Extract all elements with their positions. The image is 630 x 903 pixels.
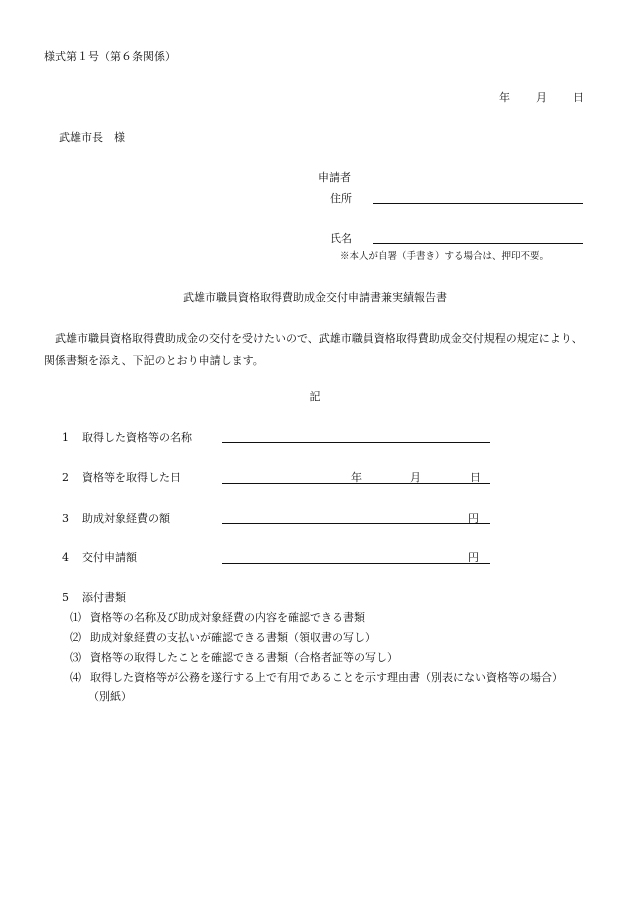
item-1-label: 取得した資格等の名称: [82, 431, 192, 444]
attachment-text: 助成対象経費の支払いが確認できる書類（領収書の写し）: [90, 631, 376, 644]
item-2-label: 資格等を取得した日: [82, 471, 181, 484]
date-month: 月: [536, 91, 547, 104]
qualification-name-field-line[interactable]: [222, 442, 490, 443]
item-2-month: 月: [410, 471, 421, 484]
document-title: 武雄市職員資格取得費助成金交付申請書兼実績報告書: [183, 291, 447, 304]
attachment-item: [70, 611, 365, 624]
attachment-item: [70, 651, 398, 664]
item-4-unit: 円: [468, 551, 479, 564]
item-3-number: 3: [62, 512, 69, 525]
signature-note: ※本人が自署（手書き）する場合は、押印不要。: [340, 251, 550, 262]
attachment-item: [70, 671, 563, 684]
attachment-continuation: （別紙）: [88, 690, 132, 703]
date-day: 日: [573, 91, 584, 104]
date-year: 年: [499, 91, 510, 104]
ki-heading: 記: [309, 390, 321, 403]
item-5-number: 5: [62, 591, 69, 604]
attachment-text: 資格等の取得したことを確認できる書類（合格者証等の写し）: [90, 651, 398, 664]
item-2-day: 日: [470, 471, 481, 484]
applicant-label: 申請者: [318, 171, 351, 184]
item-1-number: 1: [62, 431, 69, 444]
attachment-number: ⑷: [70, 671, 81, 684]
attachment-text: 取得した資格等が公務を遂行する上で有用であることを示す理由書（別表にない資格等の場合）: [90, 671, 563, 684]
name-label: 氏名: [330, 232, 352, 245]
item-2-year: 年: [351, 471, 362, 484]
attachment-number: ⑶: [70, 651, 81, 664]
item-3-label: 助成対象経費の額: [82, 512, 170, 525]
item-3-unit: 円: [468, 512, 479, 525]
item-4-number: 4: [62, 551, 69, 564]
attachment-text: 資格等の名称及び助成対象経費の内容を確認できる書類: [90, 611, 365, 624]
address-field-line[interactable]: [373, 203, 583, 204]
application-amount-field-line[interactable]: [222, 563, 490, 564]
addressee: 武雄市長 様: [59, 131, 125, 144]
acquisition-date-field-line[interactable]: [222, 483, 490, 484]
attachment-number: ⑵: [70, 631, 81, 644]
subsidy-cost-field-line[interactable]: [222, 523, 490, 524]
body-paragraph: 武雄市職員資格取得費助成金の交付を受けたいので、武雄市職員資格取得費助成金交付規程の規定により、関係書類を添え、下記のとおり申請します。: [44, 332, 583, 367]
form-number: 様式第１号（第６条関係）: [44, 50, 176, 63]
address-label: 住所: [330, 192, 352, 205]
attachments-heading: 添付書類: [82, 591, 126, 604]
item-4-label: 交付申請額: [82, 551, 137, 564]
name-field-line[interactable]: [373, 243, 583, 244]
header-date: [499, 91, 584, 104]
attachment-item: [70, 631, 376, 644]
item-2-number: 2: [62, 471, 69, 484]
attachment-number: ⑴: [70, 611, 81, 624]
